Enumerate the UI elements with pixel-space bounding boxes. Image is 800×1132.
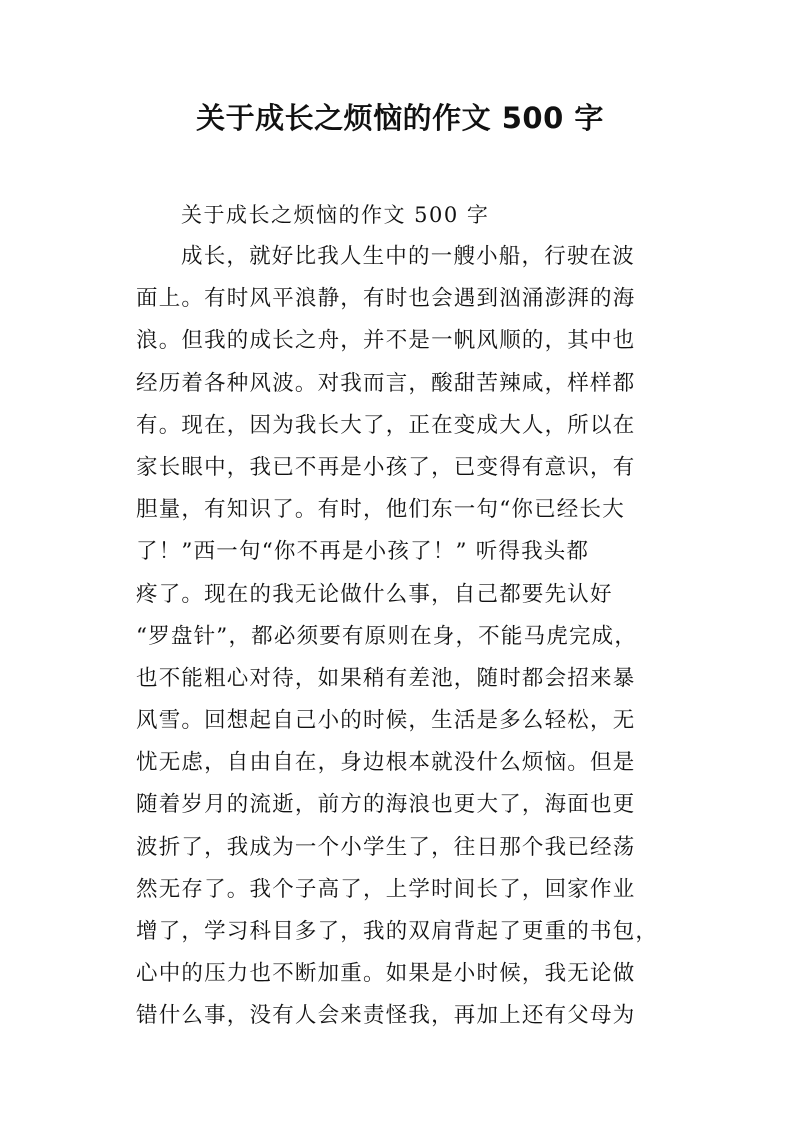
essay-line: 忧无虑，自由自在，身边根本就没什么烦恼。但是 bbox=[136, 750, 636, 776]
essay-line: 疼了。现在的我无论做什么事，自己都要先认好 bbox=[136, 581, 613, 607]
essay-line: 有。现在，因为我长大了，正在变成大人，所以在 bbox=[136, 412, 636, 438]
essay-line: 也不能粗心对待，如果稍有差池，随时都会招来暴 bbox=[136, 665, 636, 691]
essay-line: 胆量，有知识了。有时，他们东一句“你已经长大 bbox=[136, 497, 625, 523]
essay-line: 了！”西一句“你不再是小孩了！” 听得我头都 bbox=[136, 539, 590, 565]
essay-line: 错什么事，没有人会来责怪我，再加上还有父母为 bbox=[136, 1003, 636, 1029]
essay-line: 浪。但我的成长之舟，并不是一帆风顺的，其中也 bbox=[136, 328, 636, 354]
essay-line: 经历着各种风波。对我而言，酸甜苦辣咸，样样都 bbox=[136, 370, 636, 396]
essay-line: 然无存了。我个子高了，上学时间长了，回家作业 bbox=[136, 876, 636, 902]
document-title: 关于成长之烦恼的作文 500 字 bbox=[196, 101, 604, 135]
document-subtitle: 关于成长之烦恼的作文 500 字 bbox=[181, 203, 490, 227]
essay-line: “罗盘针”，都必须要有原则在身，不能马虎完成， bbox=[136, 623, 638, 649]
essay-line: 成长，就好比我人生中的一艘小船，行驶在波 bbox=[181, 244, 636, 269]
essay-line: 家长眼中，我已不再是小孩了，已变得有意识，有 bbox=[136, 454, 636, 480]
essay-line: 波折了，我成为一个小学生了，往日那个我已经荡 bbox=[136, 834, 636, 860]
essay-line: 随着岁月的流逝，前方的海浪也更大了，海面也更 bbox=[136, 792, 636, 818]
essay-line: 面上。有时风平浪静，有时也会遇到汹涌澎湃的海 bbox=[136, 286, 636, 312]
essay-line: 心中的压力也不断加重。如果是小时候，我无论做 bbox=[136, 961, 636, 987]
essay-body bbox=[136, 236, 676, 1038]
essay-line: 增了，学习科目多了，我的双肩背起了更重的书包， bbox=[136, 919, 659, 944]
essay-line: 风雪。回想起自己小的时候，生活是多么轻松，无 bbox=[136, 708, 636, 734]
